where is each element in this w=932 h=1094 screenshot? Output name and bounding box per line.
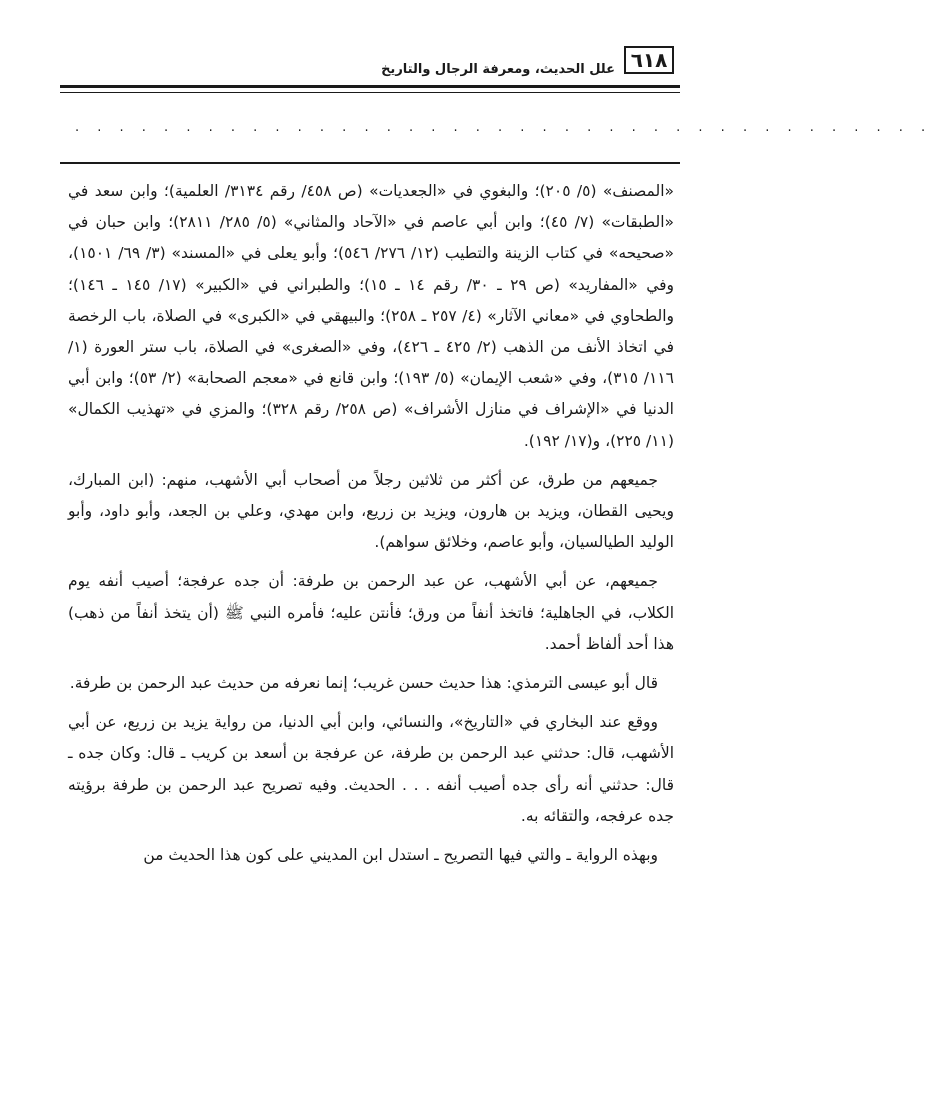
- paragraph: جميعهم، عن أبي الأشهب، عن عبد الرحمن بن طرفة: أن جده عرفجة؛ أصيب أنفه يوم الكلاب، في الجاهلية؛ فاتخذ أنفاً من ورق؛ فأنتن عليه؛ فأمره النبي ﷺ (أن يتخذ أنفاً من ذهب) هذا أحد ألفاظ أحمد.: [68, 572, 674, 653]
- header-rule-thick: [60, 85, 680, 88]
- footnote-rule: [60, 162, 680, 164]
- paragraph: جميعهم من طرق، عن أكثر من ثلاثين رجلاً من أصحاب أبي الأشهب، منهم: (ابن المبارك، ويحيى القطان، ويزيد بن هارون، ويزيد بن زريع، وابن مهدي، وعلي بن الجعد، وأبو داود، وأبو الوليد الطيالسيان، وأبو عاصم، وخلائق سواهم).: [68, 470, 674, 552]
- main-text: [68, 176, 674, 879]
- header-rule-thin: [60, 92, 680, 93]
- page-number: ٦١٨: [624, 46, 674, 74]
- paragraph: وبهذه الرواية ـ والتي فيها التصريح ـ استدل ابن المديني على كون هذا الحديث من: [143, 846, 658, 865]
- paragraph: «المصنف» (٥/ ٢٠٥)؛ والبغوي في «الجعديات» (ص ٤٥٨/ رقم ٣١٣٤/ العلمية)؛ وابن سعد في «الطبقات» (٧/ ٤٥)؛ وابن أبي عاصم في «الآحاد والمثاني» (٥/ ٢٨٥/ ٢٨١١)؛ وابن حبان في «صحيحه» في كتاب الزينة والتطيب (١٢/ ٢٧٦/ ٥٤٦)؛ وأبو يعلى في «المسند» (٣/ ٦٩/ ١٥٠١)، وفي «المفاريد» (ص ٢٩ ـ ٣٠/ رقم ١٤ ـ ١٥)؛ والطبراني في «الكبير» (١٧/ ١٤٥ ـ ١٤٦)؛ والطحاوي في «معاني الآثار» (٤/ ٢٥٧ ـ ٢٥٨)؛ والبيهقي في «الكبرى» في الصلاة، باب الرخصة في اتخاذ الأنف من الذهب (٢/ ٤٢٥ ـ ٤٢٦)، وفي «الصغرى» في الصلاة، باب ستر العورة (١/ ١١٦/ ٣١٥)، وفي «شعب الإيمان» (٥/ ١٩٣)؛ وابن قانع في «معجم الصحابة» (٢/ ٥٣)؛ وابن أبي الدنيا في «الإشراف في منازل الأشراف» (ص ٢٥٨/ رقم ٣٢٨)؛ والمزي في «تهذيب الكمال» (١١/ ٢٢٥)، و(١٧/ ١٩٢).: [68, 182, 675, 450]
- paragraph: ووقع عند البخاري في «التاريخ»، والنسائي، وابن أبي الدنيا، من رواية يزيد بن زريع، عن أبي الأشهب، قال: حدثني عبد الرحمن بن طرفة، عن عرفجة بن أسعد بن كريب ـ قال: وكان جده ـ قال: حدثني أنه رأى جده أصيب أنفه . . . الحديث. وفيه تصريح عبد الرحمن بن طرفة برؤيته جده عرفجه، والتقائه به.: [68, 713, 674, 825]
- footnote-separator-dots: . . . . . . . . . . . . . . . . . . . . . . . . . . . . . . . . . . . . . . .: [75, 120, 932, 135]
- paragraph: قال أبو عيسى الترمذي: هذا حديث حسن غريب؛ إنما نعرفه من حديث عبد الرحمن بن طرفة.: [69, 674, 658, 693]
- running-title: علل الحديث، ومعرفة الرجال والتاريخ: [381, 62, 615, 77]
